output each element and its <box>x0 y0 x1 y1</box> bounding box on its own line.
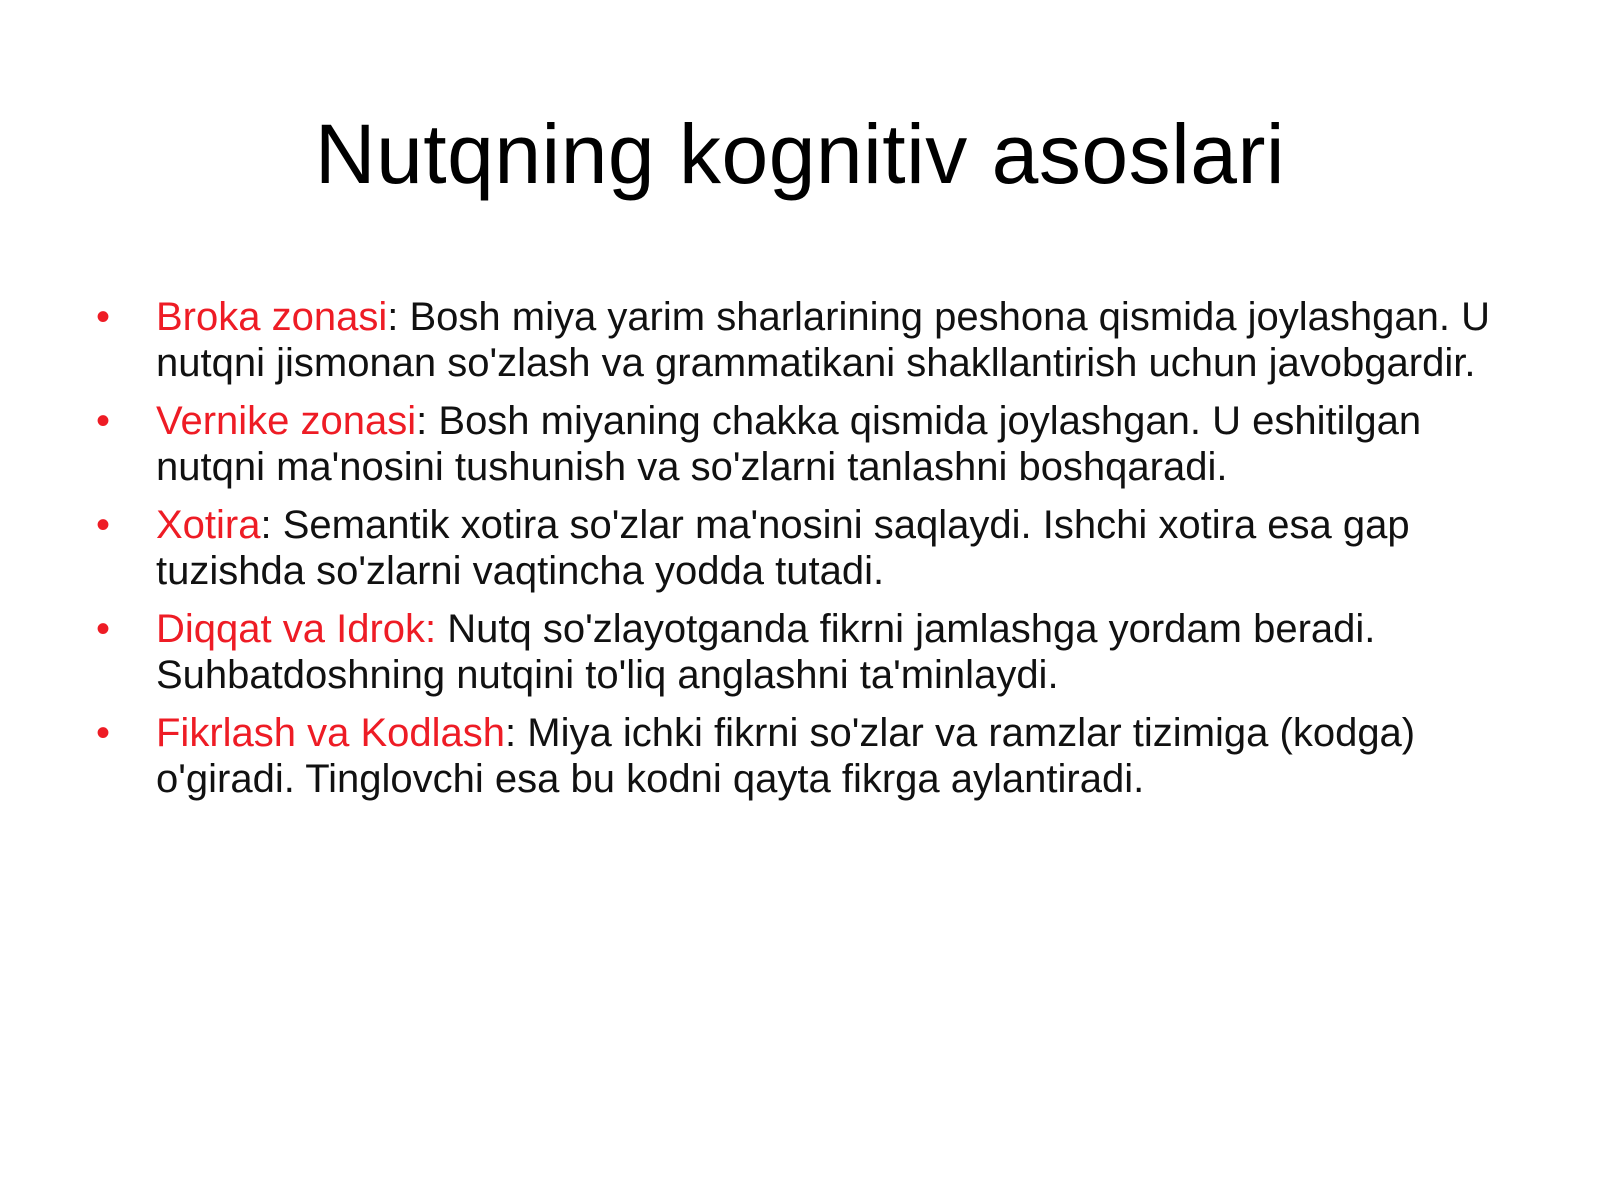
list-item <box>96 710 1496 802</box>
term-description: Nutq so'zlayotganda fikrni jamlashga yordam beradi. Suhbatdoshning nutqini to'liq anglashni ta'minlaydi. <box>156 607 1376 697</box>
list-item <box>96 502 1496 594</box>
term-description: : Semantik xotira so'zlar ma'nosini saqlaydi. Ishchi xotira esa gap tuzishda so'zlarni vaqtincha yodda tutadi. <box>156 503 1410 593</box>
slide-title: Nutqning kognitiv asoslari <box>314 107 1286 201</box>
list-item <box>96 294 1496 386</box>
bullet-list <box>96 294 1496 814</box>
term-description: : Miya ichki fikrni so'zlar va ramzlar tizimiga (kodga) o'giradi. Tinglovchi esa bu kodni qayta fikrga aylantiradi. <box>156 711 1416 801</box>
term-description: : Bosh miyaning chakka qismida joylashgan. U eshitilgan nutqni ma'nosini tushunish va so'zlarni tanlashni boshqaradi. <box>156 399 1422 489</box>
term-label: Xotira <box>156 503 261 547</box>
bullet-icon: • <box>96 607 111 651</box>
term-label: Diqqat va Idrok: <box>156 607 437 651</box>
bullet-icon: • <box>96 399 111 443</box>
term-description: : Bosh miya yarim sharlarining peshona qismida joylashgan. U nutqni jismonan so'zlash va grammatikani shakllantirish uchun javobgardir. <box>156 295 1490 385</box>
list-item <box>96 606 1496 698</box>
term-label: Fikrlash va Kodlash <box>156 711 506 755</box>
bullet-icon: • <box>96 711 111 755</box>
bullet-icon: • <box>96 503 111 547</box>
list-item <box>96 398 1496 490</box>
term-label: Vernike zonasi <box>156 399 417 443</box>
term-label: Broka zonasi <box>156 295 388 339</box>
bullet-icon: • <box>96 295 111 339</box>
